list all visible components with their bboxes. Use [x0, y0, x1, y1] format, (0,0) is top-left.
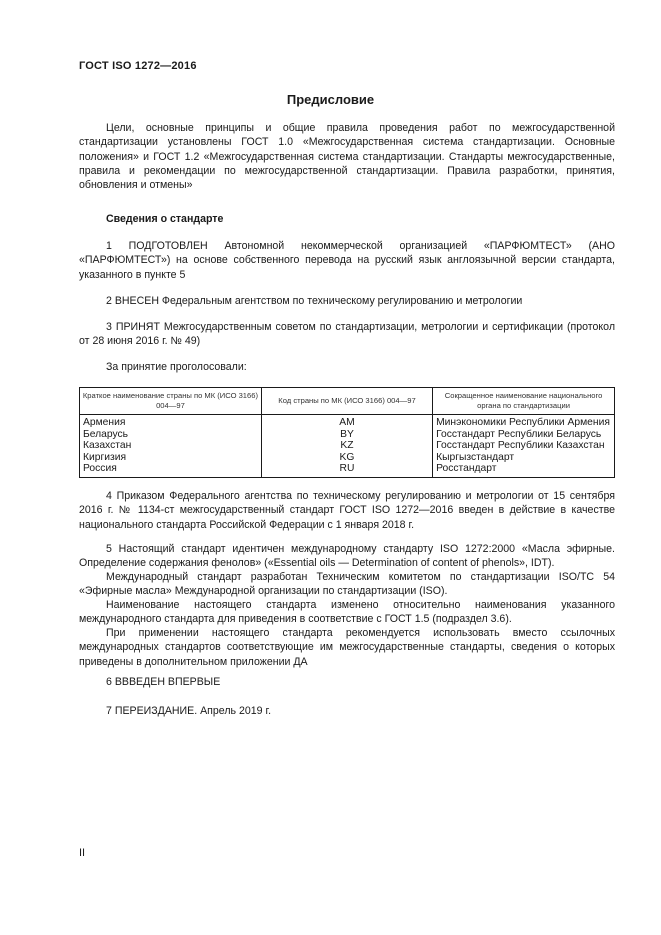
item-5-committee-paragraph: Международный стандарт разработан Техническим комитетом по стандартизации ISO/TC 54 «Эфирные масла» Международной организации по стандартизации (ISO). [79, 571, 615, 598]
table-row [80, 415, 615, 429]
item-7-paragraph: 7 ПЕРЕИЗДАНИЕ. Апрель 2019 г. [106, 705, 272, 717]
item-1-paragraph: 1 ПОДГОТОВЛЕН Автономной некоммерческой организацией «ПАРФЮМТЕСТ» (АНО «ПАРФЮМТЕСТ») на основе собственного перевода на русский язык англоязычной версии стандарта, указанного в пункте 5 [79, 240, 615, 281]
item-2-paragraph: 2 ВНЕСЕН Федеральным агентством по техническому регулированию и метрологии [106, 295, 523, 307]
page-number: II [79, 847, 86, 859]
table-row [80, 440, 615, 452]
body-cell: Кыргызстандарт [433, 452, 615, 464]
voting-table [79, 387, 615, 478]
section-heading: Сведения о стандарте [106, 213, 224, 225]
body-cell: Минэкономики Республики Армения [433, 415, 615, 429]
body-cell: Госстандарт Республики Казахстан [433, 440, 615, 452]
item-3-paragraph: 3 ПРИНЯТ Межгосударственным советом по стандартизации, метрологии и сертификации (протокол от 28 июня 2016 г. № 49) [79, 321, 615, 348]
table-header-row [80, 388, 615, 415]
table-row [80, 429, 615, 441]
country-cell: Армения [80, 415, 262, 429]
item-5-name-change-paragraph: Наименование настоящего стандарта изменено относительно наименования указанного международного стандарта для приведения в соответствие с ГОСТ 1.5 (подраздел 3.6). [79, 599, 615, 626]
column-header-body: Сокращенное наименование национального органа по стандартизации [433, 388, 615, 415]
table-row [80, 452, 615, 464]
table-row [80, 463, 615, 477]
document-header: ГОСТ ISO 1272—2016 [79, 60, 197, 72]
intro-paragraph: Цели, основные принципы и общие правила проведения работ по межгосударственной стандартизации установлены ГОСТ 1.0 «Межгосударственная система стандартизации. Основные положения» и ГОСТ 1.2 «Межгосударственная система стандартизации. Стандарты межгосударственные, правила и рекомендации по межгосударственной стандартизации. Правила разработки, принятия, обновления и отмены» [79, 122, 615, 192]
body-cell: Росстандарт [433, 463, 615, 477]
code-cell: BY [261, 429, 432, 441]
code-cell: AM [261, 415, 432, 429]
body-cell: Госстандарт Республики Беларусь [433, 429, 615, 441]
voted-label: За принятие проголосовали: [106, 361, 247, 373]
column-header-country: Краткое наименование страны по МК (ИСО 3166) 004—97 [80, 388, 262, 415]
code-cell: RU [261, 463, 432, 477]
item-4-paragraph: 4 Приказом Федерального агентства по техническому регулированию и метрологии от 15 сентября 2016 г. № 1134-ст межгосударственный стандарт ГОСТ ISO 1272—2016 введен в действие в качестве национального стандарта Российской Федерации с 1 января 2018 г. [79, 490, 615, 531]
country-cell: Беларусь [80, 429, 262, 441]
code-cell: KG [261, 452, 432, 464]
country-cell: Казахстан [80, 440, 262, 452]
page-title: Предисловие [286, 92, 375, 107]
country-cell: Россия [80, 463, 262, 477]
code-cell: KZ [261, 440, 432, 452]
country-cell: Киргизия [80, 452, 262, 464]
item-5-paragraph: 5 Настоящий стандарт идентичен международному стандарту ISO 1272:2000 «Масла эфирные. Определение содержания фенолов» («Essential oils — Determination of content of phenols», IDT). [79, 543, 615, 570]
item-6-paragraph: 6 ВВВЕДЕН ВПЕРВЫЕ [106, 676, 221, 688]
item-5-references-paragraph: При применении настоящего стандарта рекомендуется использовать вместо ссылочных международных стандартов соответствующие им межгосударственные стандарты, сведения о которых приведены в дополнительном приложении ДА [79, 627, 615, 668]
column-header-code: Код страны по МК (ИСО 3166) 004—97 [261, 388, 432, 415]
